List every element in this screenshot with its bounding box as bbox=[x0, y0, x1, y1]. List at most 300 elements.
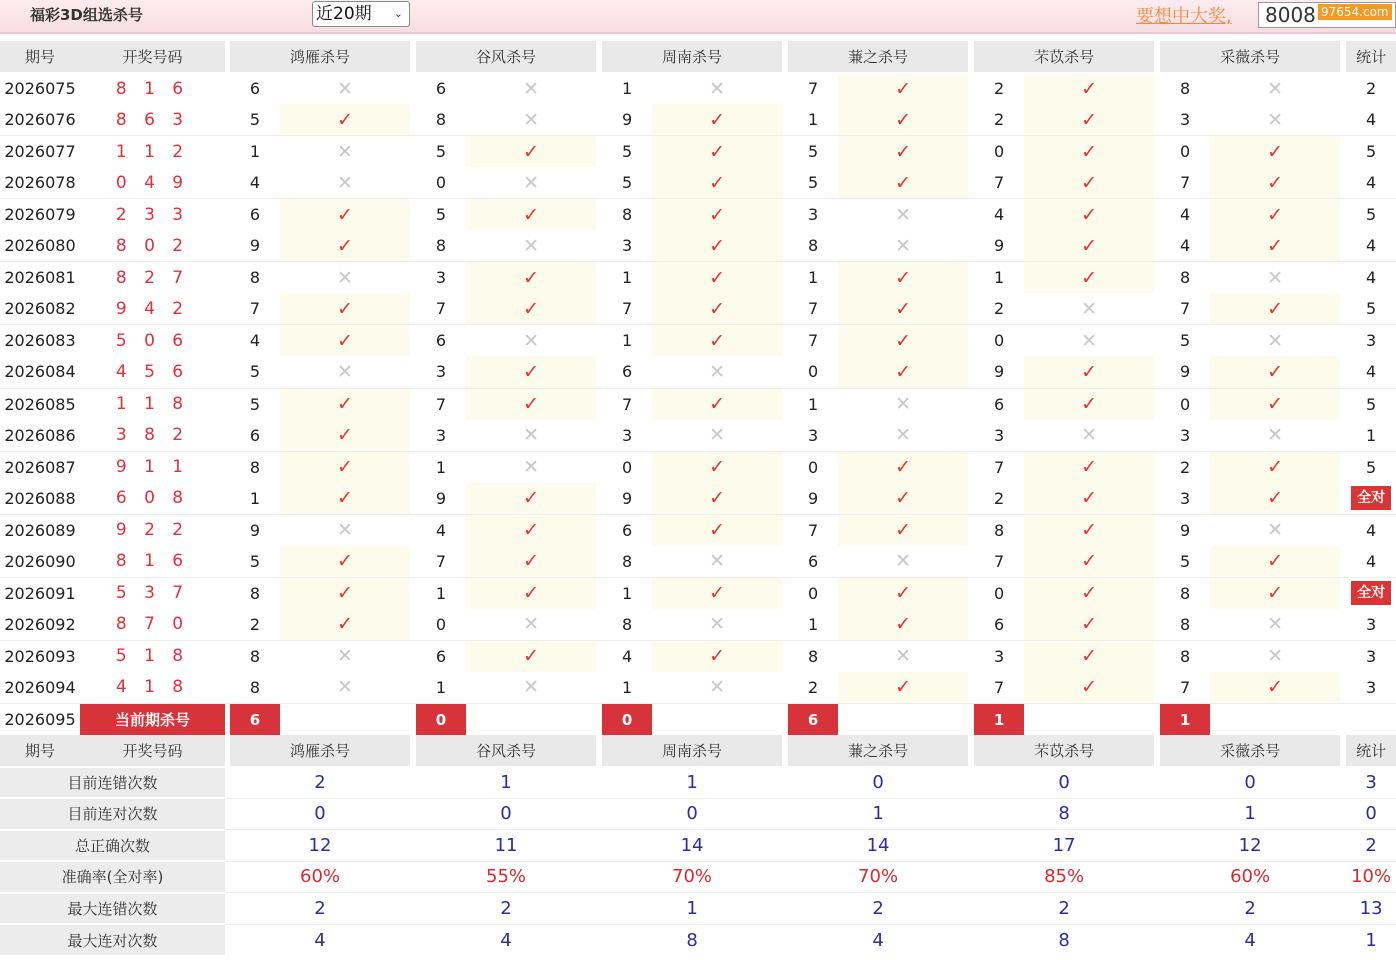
kill-number: 0 bbox=[435, 173, 447, 193]
table-row bbox=[0, 672, 1396, 704]
check-icon: ✓ bbox=[652, 262, 782, 294]
check-icon: ✓ bbox=[466, 483, 596, 515]
kill-number: 3 bbox=[788, 199, 838, 231]
kill-number: 3 bbox=[807, 425, 819, 445]
check-icon: ✓ bbox=[652, 199, 782, 231]
site-watermark: 97654.com bbox=[1318, 4, 1392, 20]
check-icon: ✓ bbox=[838, 167, 968, 199]
summary-value: 0 bbox=[230, 798, 410, 830]
summary-value: 70% bbox=[788, 861, 968, 893]
cross-icon: ✕ bbox=[280, 136, 410, 168]
check-icon: ✓ bbox=[652, 640, 782, 672]
summary-label: 目前连对次数 bbox=[0, 798, 225, 830]
summary-value: 11 bbox=[416, 830, 596, 862]
issue-number: 2026091 bbox=[0, 577, 80, 609]
summary-stat: 10% bbox=[1346, 861, 1396, 893]
check-icon: ✓ bbox=[466, 546, 596, 578]
draw-number: 8 1 6 bbox=[115, 551, 190, 572]
check-icon: ✓ bbox=[838, 73, 968, 105]
summary-value: 1 bbox=[1160, 798, 1340, 830]
kill-number: 1 bbox=[807, 614, 819, 634]
kill-number: 7 bbox=[788, 325, 838, 357]
summary-stat: 0 bbox=[1346, 798, 1396, 830]
header-draw: 开奖号码 bbox=[80, 41, 225, 73]
cross-icon: ✕ bbox=[280, 73, 410, 105]
check-icon: ✓ bbox=[1024, 514, 1154, 546]
cross-icon: ✕ bbox=[466, 73, 596, 105]
draw-number: 6 0 8 bbox=[115, 488, 190, 509]
check-icon: ✓ bbox=[466, 136, 596, 168]
row-stat: 1 bbox=[1366, 425, 1377, 445]
check-icon: ✓ bbox=[1024, 199, 1154, 231]
cross-icon: ✕ bbox=[652, 546, 782, 578]
kill-number: 7 bbox=[974, 451, 1024, 483]
kill-number: 9 bbox=[230, 514, 280, 546]
kill-number: 1 bbox=[602, 73, 652, 105]
check-icon: ✓ bbox=[838, 451, 968, 483]
cross-icon: ✕ bbox=[652, 609, 782, 641]
table-row bbox=[0, 293, 1396, 325]
kill-number: 6 bbox=[416, 325, 466, 357]
check-icon: ✓ bbox=[280, 451, 410, 483]
kill-number: 8 bbox=[621, 614, 633, 634]
kill-number: 7 bbox=[1179, 173, 1191, 193]
chevron-down-icon: ⌄ bbox=[393, 7, 403, 20]
kill-number: 1 bbox=[788, 262, 838, 294]
summary-stat: 1 bbox=[1346, 924, 1396, 956]
summary-value: 2 bbox=[1160, 893, 1340, 925]
summary-row bbox=[0, 830, 1396, 862]
summary-value: 17 bbox=[974, 830, 1154, 862]
table-row bbox=[0, 199, 1396, 231]
check-icon: ✓ bbox=[1024, 388, 1154, 420]
table-row bbox=[0, 514, 1396, 546]
current-kill-number: 6 bbox=[230, 703, 280, 735]
kill-number: 8 bbox=[621, 551, 633, 571]
check-icon: ✓ bbox=[280, 546, 410, 578]
kill-number: 8 bbox=[230, 640, 280, 672]
kill-number: 1 bbox=[974, 262, 1024, 294]
summary-label: 目前连错次数 bbox=[0, 767, 225, 799]
kill-number: 8 bbox=[249, 677, 261, 697]
kill-number: 5 bbox=[788, 136, 838, 168]
cross-icon: ✕ bbox=[838, 420, 968, 452]
row-stat: 5 bbox=[1366, 299, 1377, 319]
kill-number: 2 bbox=[807, 677, 819, 697]
cross-icon: ✕ bbox=[466, 451, 596, 483]
table-row bbox=[0, 356, 1396, 388]
summary-value: 0 bbox=[974, 767, 1154, 799]
check-icon: ✓ bbox=[838, 136, 968, 168]
kill-number: 4 bbox=[1160, 199, 1210, 231]
draw-number: 1 1 2 bbox=[80, 136, 225, 168]
check-icon: ✓ bbox=[466, 293, 596, 325]
kill-number: 1 bbox=[807, 110, 819, 130]
kill-number: 0 bbox=[788, 577, 838, 609]
check-icon: ✓ bbox=[1024, 136, 1154, 168]
check-icon: ✓ bbox=[280, 293, 410, 325]
draw-number: 8 2 7 bbox=[80, 262, 225, 294]
phone-number: 8008 bbox=[1258, 2, 1396, 28]
summary-value: 12 bbox=[230, 830, 410, 862]
empty-cell bbox=[466, 703, 596, 735]
summary-label: 最大连错次数 bbox=[0, 893, 225, 925]
check-icon: ✓ bbox=[1024, 104, 1154, 136]
cross-icon: ✕ bbox=[1210, 73, 1340, 105]
kill-number: 5 bbox=[621, 173, 633, 193]
kill-number: 8 bbox=[602, 199, 652, 231]
kill-number: 9 bbox=[435, 488, 447, 508]
summary-row bbox=[0, 861, 1396, 893]
current-kill-label: 当前期杀号 bbox=[80, 703, 225, 735]
cross-icon: ✕ bbox=[838, 546, 968, 578]
check-icon: ✓ bbox=[838, 293, 968, 325]
cross-icon: ✕ bbox=[466, 420, 596, 452]
summary-value: 2 bbox=[230, 893, 410, 925]
kill-number: 8 bbox=[1160, 640, 1210, 672]
summary-value: 0 bbox=[602, 798, 782, 830]
summary-value: 4 bbox=[1160, 924, 1340, 956]
kill-number: 7 bbox=[993, 677, 1005, 697]
draw-number: 0 4 9 bbox=[115, 172, 190, 193]
check-icon: ✓ bbox=[652, 388, 782, 420]
draw-number: 8 7 0 bbox=[115, 614, 190, 635]
kill-number: 6 bbox=[993, 614, 1005, 634]
kill-number: 6 bbox=[230, 199, 280, 231]
check-icon: ✓ bbox=[1210, 388, 1340, 420]
kill-number: 8 bbox=[230, 262, 280, 294]
kill-number: 2 bbox=[974, 73, 1024, 105]
cross-icon: ✕ bbox=[280, 640, 410, 672]
kill-number: 1 bbox=[602, 325, 652, 357]
row-stat: 5 bbox=[1346, 199, 1396, 231]
kill-number: 7 bbox=[621, 299, 633, 319]
check-icon: ✓ bbox=[1210, 451, 1340, 483]
table-row bbox=[0, 136, 1396, 168]
summary-stat: 2 bbox=[1346, 830, 1396, 862]
table-row bbox=[0, 104, 1396, 136]
check-icon: ✓ bbox=[1210, 483, 1340, 515]
issue-number: 2026089 bbox=[0, 514, 80, 546]
draw-number: 5 3 7 bbox=[80, 577, 225, 609]
kill-number: 8 bbox=[1160, 73, 1210, 105]
cross-icon: ✕ bbox=[838, 230, 968, 262]
check-icon: ✓ bbox=[652, 483, 782, 515]
check-icon: ✓ bbox=[466, 388, 596, 420]
table-row bbox=[0, 420, 1396, 452]
row-stat: 3 bbox=[1346, 640, 1396, 672]
kill-number-table bbox=[0, 41, 1396, 957]
issue-number: 2026085 bbox=[0, 388, 80, 420]
cross-icon: ✕ bbox=[1024, 293, 1154, 325]
kill-number: 7 bbox=[993, 551, 1005, 571]
check-icon: ✓ bbox=[1024, 356, 1154, 388]
summary-label: 准确率(全对率) bbox=[0, 861, 225, 893]
empty-cell bbox=[652, 703, 782, 735]
draw-number: 8 6 3 bbox=[115, 109, 190, 130]
check-icon: ✓ bbox=[280, 104, 410, 136]
cross-icon: ✕ bbox=[1210, 609, 1340, 641]
summary-value: 60% bbox=[230, 861, 410, 893]
summary-value: 60% bbox=[1160, 861, 1340, 893]
summary-value: 8 bbox=[974, 798, 1154, 830]
kill-number: 3 bbox=[1179, 110, 1191, 130]
cross-icon: ✕ bbox=[1210, 640, 1340, 672]
kill-number: 1 bbox=[602, 577, 652, 609]
check-icon: ✓ bbox=[466, 356, 596, 388]
current-kill-number: 0 bbox=[416, 703, 466, 735]
cross-icon: ✕ bbox=[280, 514, 410, 546]
kill-number: 1 bbox=[435, 677, 447, 697]
kill-number: 5 bbox=[1160, 325, 1210, 357]
kill-number: 5 bbox=[249, 362, 261, 382]
table-header-repeat bbox=[0, 735, 1396, 767]
table-row bbox=[0, 388, 1396, 420]
cross-icon: ✕ bbox=[466, 167, 596, 199]
summary-stat: 3 bbox=[1346, 767, 1396, 799]
summary-value: 4 bbox=[416, 924, 596, 956]
check-icon: ✓ bbox=[1024, 672, 1154, 704]
kill-number: 8 bbox=[1160, 577, 1210, 609]
check-icon: ✓ bbox=[280, 420, 410, 452]
check-icon: ✓ bbox=[280, 199, 410, 231]
kill-number: 3 bbox=[1179, 425, 1191, 445]
period-select-value: 近20期 bbox=[316, 4, 372, 24]
summary-value: 1 bbox=[788, 798, 968, 830]
check-icon: ✓ bbox=[652, 514, 782, 546]
header-stat: 统计 bbox=[1346, 41, 1396, 73]
cross-icon: ✕ bbox=[1210, 514, 1340, 546]
table-row bbox=[0, 262, 1396, 294]
row-stat: 3 bbox=[1366, 614, 1377, 634]
empty-cell bbox=[1210, 703, 1340, 735]
kill-number: 6 bbox=[602, 514, 652, 546]
summary-value: 12 bbox=[1160, 830, 1340, 862]
current-kill-number: 0 bbox=[602, 703, 652, 735]
issue-number: 2026093 bbox=[0, 640, 80, 672]
cross-icon: ✕ bbox=[652, 356, 782, 388]
empty-cell bbox=[280, 703, 410, 735]
summary-row bbox=[0, 767, 1396, 799]
kill-number: 9 bbox=[249, 236, 261, 256]
check-icon: ✓ bbox=[838, 262, 968, 294]
cross-icon: ✕ bbox=[1210, 420, 1340, 452]
kill-number: 0 bbox=[974, 325, 1024, 357]
kill-number: 8 bbox=[435, 236, 447, 256]
check-icon: ✓ bbox=[1210, 577, 1340, 609]
kill-number: 8 bbox=[1160, 262, 1210, 294]
issue-number: 2026092 bbox=[4, 614, 76, 634]
kill-number: 3 bbox=[621, 236, 633, 256]
issue-number: 2026082 bbox=[4, 299, 76, 319]
kill-number: 2 bbox=[1160, 451, 1210, 483]
draw-number: 9 1 1 bbox=[80, 451, 225, 483]
cross-icon: ✕ bbox=[1024, 325, 1154, 357]
kill-number: 1 bbox=[416, 451, 466, 483]
header-issue: 期号 bbox=[0, 41, 80, 73]
kill-number: 1 bbox=[602, 262, 652, 294]
row-stat: 4 bbox=[1346, 262, 1396, 294]
current-kill-number: 6 bbox=[788, 703, 838, 735]
draw-number: 1 1 8 bbox=[80, 388, 225, 420]
summary-stat: 13 bbox=[1346, 893, 1396, 925]
kill-number: 3 bbox=[621, 425, 633, 445]
summary-row bbox=[0, 893, 1396, 925]
check-icon: ✓ bbox=[1210, 293, 1340, 325]
check-icon: ✓ bbox=[1024, 230, 1154, 262]
kill-number: 3 bbox=[435, 425, 447, 445]
cross-icon: ✕ bbox=[466, 609, 596, 641]
row-stat: 5 bbox=[1346, 451, 1396, 483]
check-icon: ✓ bbox=[280, 609, 410, 641]
kill-number: 8 bbox=[435, 110, 447, 130]
kill-number: 0 bbox=[974, 577, 1024, 609]
empty-cell bbox=[1024, 703, 1154, 735]
kill-number: 5 bbox=[416, 136, 466, 168]
header-expert-2: 谷风杀号 bbox=[416, 735, 596, 767]
draw-number: 2 3 3 bbox=[80, 199, 225, 231]
check-icon: ✓ bbox=[838, 104, 968, 136]
kill-number: 1 bbox=[788, 388, 838, 420]
check-icon: ✓ bbox=[466, 577, 596, 609]
kill-number: 2 bbox=[993, 110, 1005, 130]
row-stat: 4 bbox=[1366, 236, 1377, 256]
summary-value: 2 bbox=[230, 767, 410, 799]
row-stat: 4 bbox=[1366, 173, 1377, 193]
table-row bbox=[0, 609, 1396, 641]
kill-number: 7 bbox=[1179, 677, 1191, 697]
row-stat: 5 bbox=[1346, 136, 1396, 168]
kill-number: 8 bbox=[974, 514, 1024, 546]
issue-number: 2026077 bbox=[0, 136, 80, 168]
header-expert-5: 芣苡杀号 bbox=[974, 41, 1154, 73]
period-select[interactable] bbox=[312, 1, 410, 27]
table-row bbox=[0, 577, 1396, 609]
check-icon: ✓ bbox=[280, 388, 410, 420]
summary-value: 70% bbox=[602, 861, 782, 893]
top-bar bbox=[0, 0, 1396, 34]
draw-number: 5 0 6 bbox=[80, 325, 225, 357]
cross-icon: ✕ bbox=[466, 672, 596, 704]
check-icon: ✓ bbox=[1024, 167, 1154, 199]
cross-icon: ✕ bbox=[280, 672, 410, 704]
check-icon: ✓ bbox=[1024, 451, 1154, 483]
check-icon: ✓ bbox=[838, 672, 968, 704]
table-row bbox=[0, 451, 1396, 483]
kill-number: 4 bbox=[974, 199, 1024, 231]
kill-number: 6 bbox=[621, 362, 633, 382]
check-icon: ✓ bbox=[466, 199, 596, 231]
kill-number: 0 bbox=[807, 362, 819, 382]
kill-number: 4 bbox=[230, 325, 280, 357]
kill-number: 0 bbox=[435, 614, 447, 634]
summary-value: 14 bbox=[602, 830, 782, 862]
check-icon: ✓ bbox=[838, 483, 968, 515]
row-stat: 4 bbox=[1366, 551, 1377, 571]
promo-link[interactable]: 要想中大奖, bbox=[1136, 6, 1232, 27]
cross-icon: ✕ bbox=[280, 167, 410, 199]
kill-number: 6 bbox=[416, 73, 466, 105]
check-icon: ✓ bbox=[652, 230, 782, 262]
row-stat: 2 bbox=[1346, 73, 1396, 105]
check-icon: ✓ bbox=[838, 325, 968, 357]
kill-number: 3 bbox=[1179, 488, 1191, 508]
kill-number: 5 bbox=[230, 388, 280, 420]
check-icon: ✓ bbox=[466, 514, 596, 546]
header-draw: 开奖号码 bbox=[80, 735, 225, 767]
kill-number: 7 bbox=[1179, 299, 1191, 319]
summary-value: 8 bbox=[974, 924, 1154, 956]
summary-value: 2 bbox=[416, 893, 596, 925]
summary-value: 85% bbox=[974, 861, 1154, 893]
check-icon: ✓ bbox=[652, 136, 782, 168]
kill-number: 7 bbox=[602, 388, 652, 420]
check-icon: ✓ bbox=[280, 483, 410, 515]
cross-icon: ✕ bbox=[466, 104, 596, 136]
check-icon: ✓ bbox=[1024, 546, 1154, 578]
summary-label: 最大连对次数 bbox=[0, 924, 225, 956]
check-icon: ✓ bbox=[652, 104, 782, 136]
kill-number: 9 bbox=[1160, 514, 1210, 546]
draw-number: 5 1 8 bbox=[80, 640, 225, 672]
check-icon: ✓ bbox=[1210, 136, 1340, 168]
page-title: 福彩3D组选杀号 bbox=[30, 6, 143, 24]
kill-number: 4 bbox=[602, 640, 652, 672]
check-icon: ✓ bbox=[838, 514, 968, 546]
draw-number: 4 5 6 bbox=[115, 361, 190, 382]
kill-number: 0 bbox=[602, 451, 652, 483]
cross-icon: ✕ bbox=[280, 262, 410, 294]
kill-number: 0 bbox=[1160, 388, 1210, 420]
summary-value: 55% bbox=[416, 861, 596, 893]
kill-number: 0 bbox=[788, 451, 838, 483]
check-icon: ✓ bbox=[1024, 262, 1154, 294]
kill-number: 7 bbox=[416, 388, 466, 420]
current-issue-row bbox=[0, 703, 1396, 735]
table-row bbox=[0, 230, 1396, 262]
row-stat bbox=[1346, 483, 1396, 515]
kill-number: 1 bbox=[249, 488, 261, 508]
kill-number: 6 bbox=[807, 551, 819, 571]
cross-icon: ✕ bbox=[652, 73, 782, 105]
summary-value: 1 bbox=[602, 893, 782, 925]
check-icon: ✓ bbox=[838, 609, 968, 641]
issue-number: 2026075 bbox=[0, 73, 80, 105]
row-stat: 4 bbox=[1366, 110, 1377, 130]
row-stat: 3 bbox=[1366, 677, 1377, 697]
kill-number: 6 bbox=[416, 640, 466, 672]
kill-number: 8 bbox=[807, 236, 819, 256]
kill-number: 4 bbox=[416, 514, 466, 546]
summary-value: 8 bbox=[602, 924, 782, 956]
kill-number: 5 bbox=[416, 199, 466, 231]
cross-icon: ✕ bbox=[1210, 325, 1340, 357]
current-kill-number: 1 bbox=[974, 703, 1024, 735]
kill-number: 6 bbox=[249, 425, 261, 445]
issue-number: 2026076 bbox=[4, 110, 76, 130]
kill-number: 9 bbox=[807, 488, 819, 508]
check-icon: ✓ bbox=[1210, 672, 1340, 704]
check-icon: ✓ bbox=[652, 293, 782, 325]
kill-number: 8 bbox=[230, 451, 280, 483]
kill-number: 9 bbox=[993, 236, 1005, 256]
row-stat: 4 bbox=[1346, 514, 1396, 546]
kill-number: 7 bbox=[993, 173, 1005, 193]
cross-icon: ✕ bbox=[838, 388, 968, 420]
issue-number: 2026087 bbox=[0, 451, 80, 483]
check-icon: ✓ bbox=[652, 577, 782, 609]
empty-cell bbox=[1346, 703, 1396, 735]
